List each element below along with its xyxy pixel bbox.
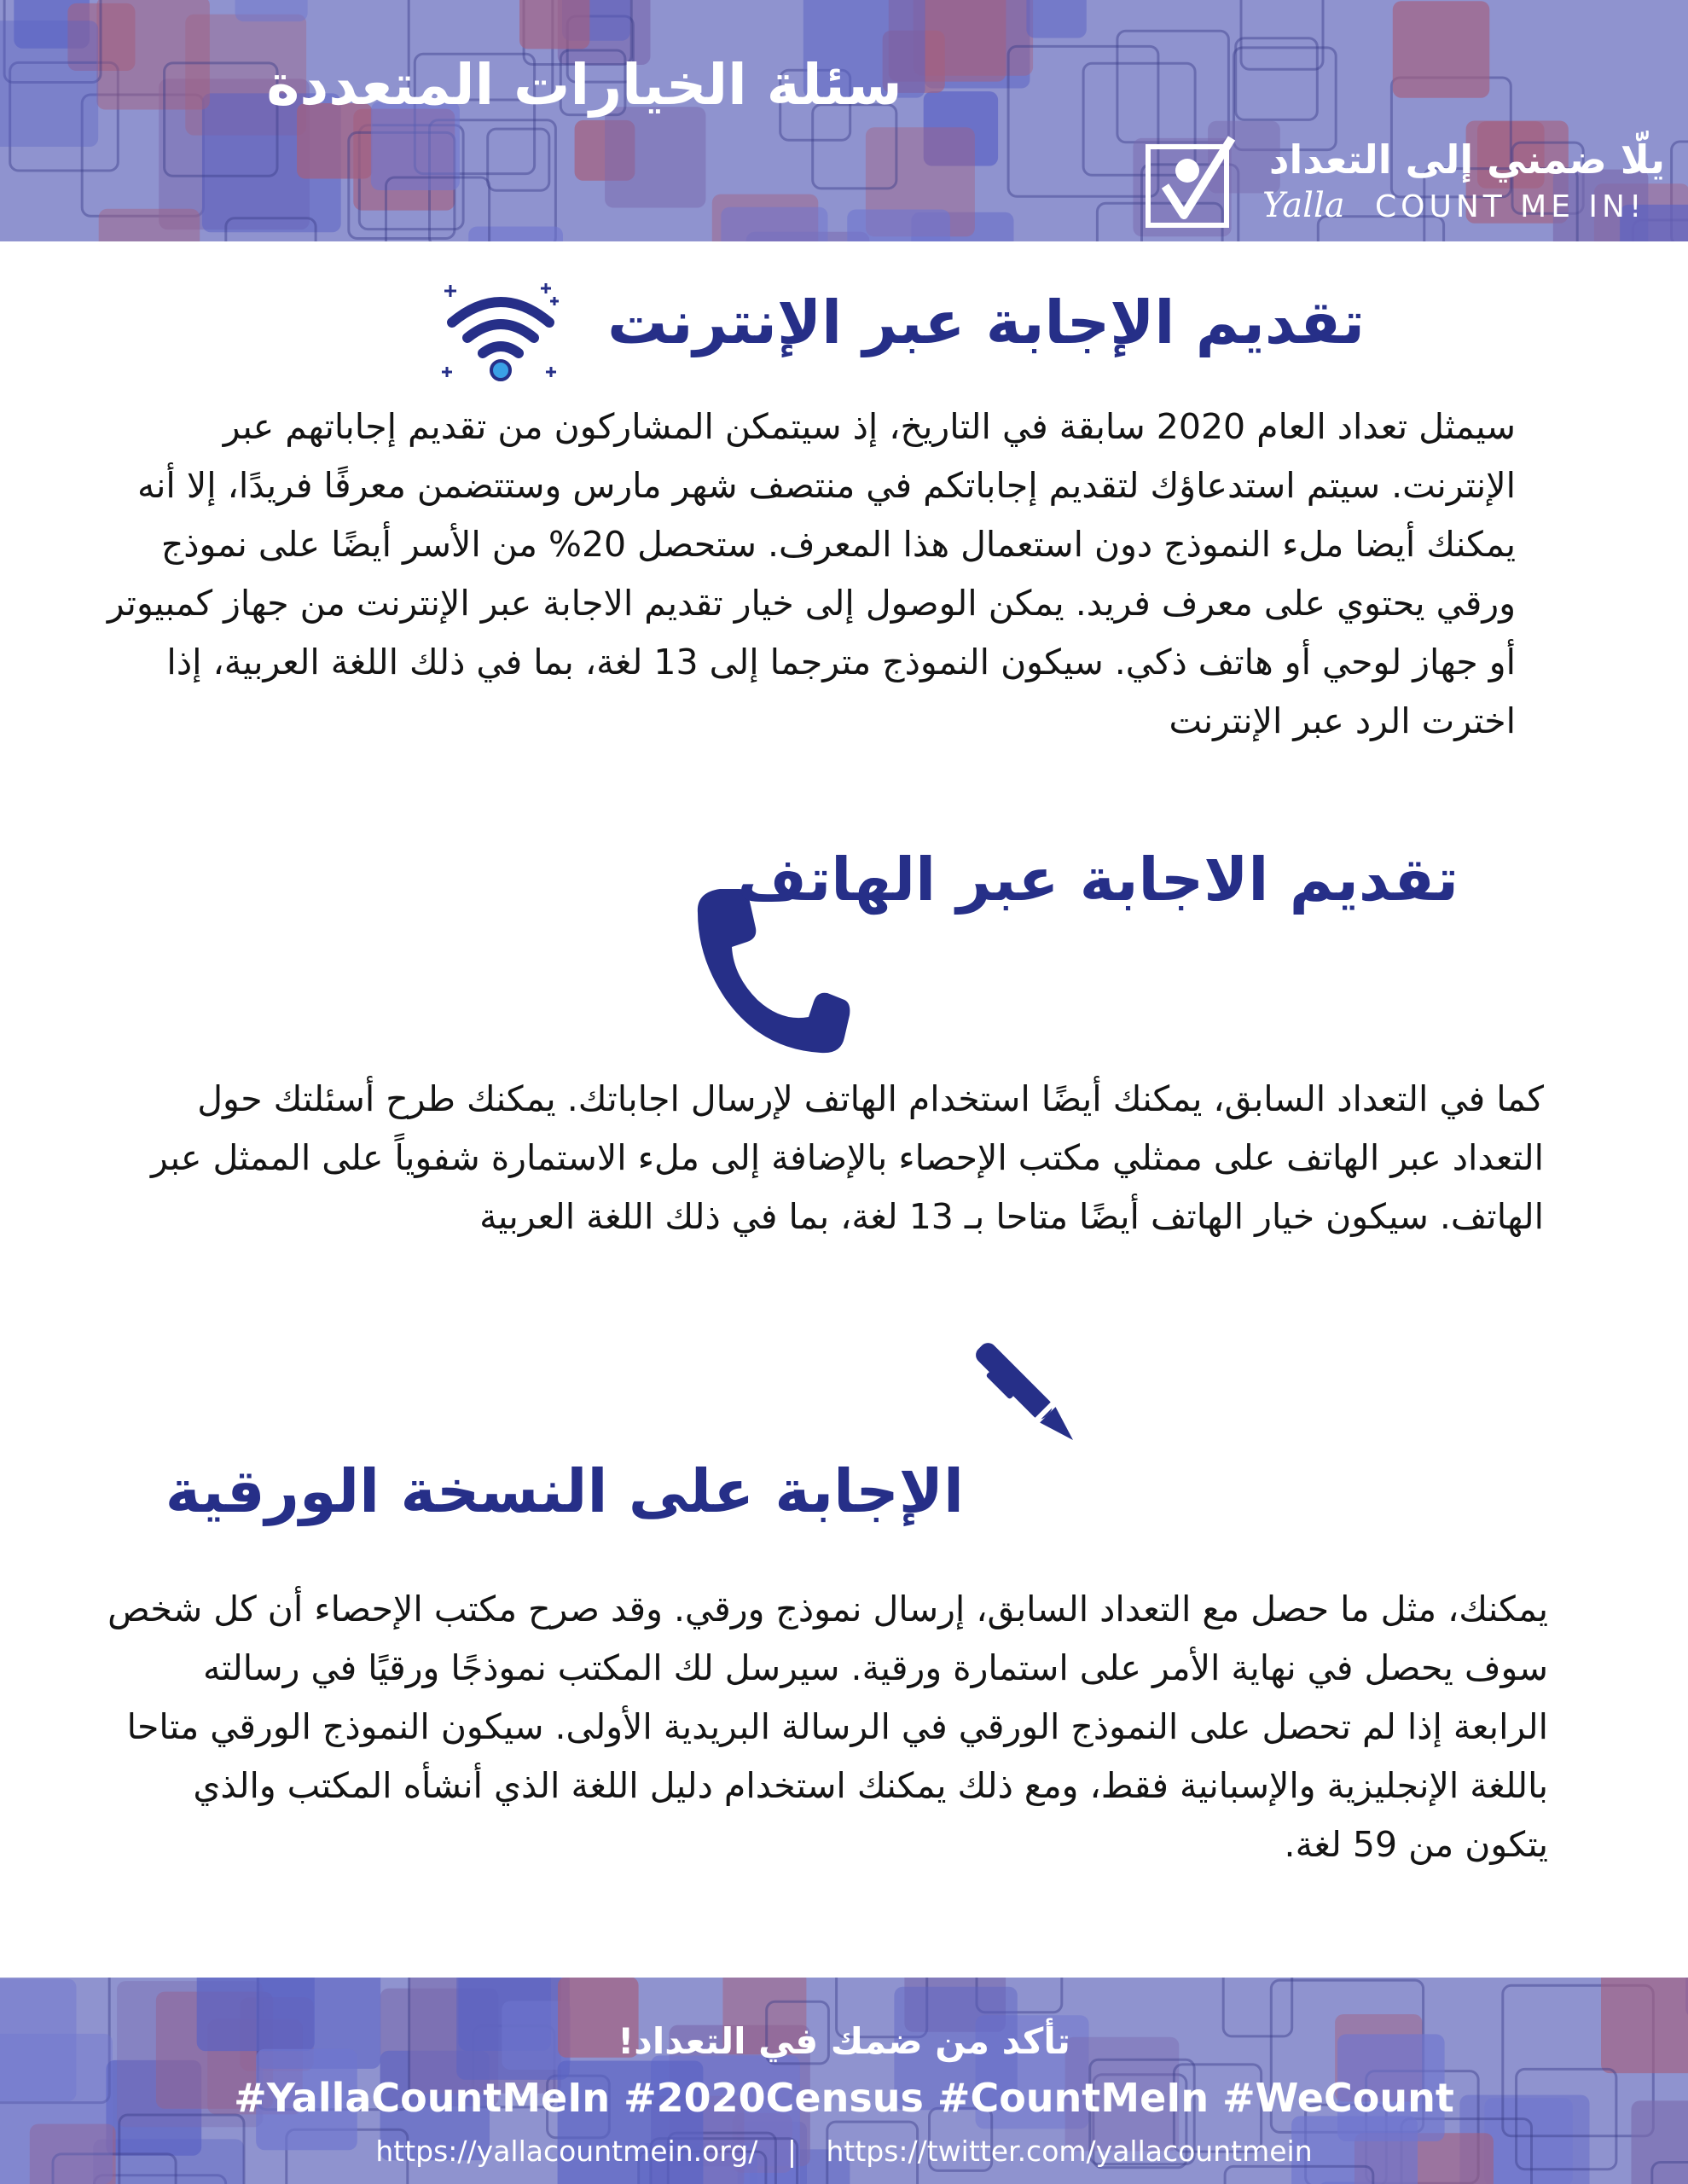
section-heading-online: تقديم الإجابة عبر الإنترنت <box>607 288 1365 357</box>
decorative-square <box>605 107 705 207</box>
footer-links <box>0 2131 1688 2172</box>
section-body-online: سيمثل تعداد العام 2020 سابقة في التاريخ، إذ سيتمكن المشاركون من تقديم إجاباتهم عبر الإنترنت. سيتم استدعاؤك لتقديم إجاباتكم في منتصف شهر مارس وستتضمن معرفًا فريدًا، إلا أنه يمكنك أيضا ملء النموذج دون استعمال هذا المعرف. ستحصل 20% من الأسر أيضًا على نموذج ورقي يحتوي على معرف فريد. يمكن الوصول إلى خيار تقديم الاجابة عبر الإنترنت من جهاز كمبيوتر أو جهاز لوحي أو هاتف ذكي. سيكون النموذج مترجما إلى 13 لغة، بما في ذلك اللغة العربية، إذا اخترت الرد عبر الإنترنت <box>107 406 1516 741</box>
pen-icon <box>964 1331 1092 1459</box>
decorative-square <box>468 227 563 242</box>
page-title: سئلة الخيارات المتعددة <box>266 52 902 118</box>
website-link[interactable]: https://yallacountmein.org/ <box>375 2135 758 2168</box>
section-body-phone: كما في التعداد السابق، يمكنك أيضًا استخدام الهاتف لإرسال اجاباتك. يمكنك طرح أسئلتك حول التعداد عبر الهاتف على ممثلي مكتب الإحصاء بالإضافة إلى ملء الاستمارة شفوياً على الممثل عبر الهاتف. سيكون خيار الهاتف أيضًا متاحا بـ 13 لغة، بما في ذلك اللغة العربية <box>151 1078 1544 1237</box>
logo-count-me-in-text: COUNT ME IN! <box>1375 189 1646 224</box>
section-body-paper: يمكنك، مثل ما حصل مع التعداد السابق، إرسال نموذج ورقي. وقد صرح مكتب الإحصاء أن كل شخص سوف يحصل في نهاية الأمر على استمارة ورقية. سيرسل لك المكتب نموذجًا ورقيًا في رسالته الرابعة إذا لم تحصل على النموذج الورقي في الرسالة البريدية الأولى. سيكون النموذج الورقي متاحا باللغة الإنجليزية والإسبانية فقط، ومع ذلك يمكنك استخدام دليل اللغة الذي أنشأه المكتب والذي يتكون من 59 لغة. <box>107 1589 1548 1865</box>
decorative-square <box>1236 38 1318 120</box>
decorative-square <box>0 20 98 147</box>
footer-hashtags: #YallaCountMeIn #2020Census #CountMeIn #WeCount <box>234 2075 1454 2121</box>
decorative-square <box>1393 1 1490 98</box>
twitter-link[interactable]: https://twitter.com/yallacountmein <box>826 2135 1313 2168</box>
logo-arabic-text: يلّا ضمني إلى التعداد <box>1268 136 1665 183</box>
wifi-icon <box>437 282 565 384</box>
header-banner <box>0 0 1688 241</box>
decorative-square <box>721 207 827 241</box>
decorative-square <box>1241 0 1323 69</box>
footer-banner <box>0 1978 1688 2184</box>
logo-yalla-text: Yalla <box>1262 186 1345 225</box>
footer-slogan: تأكد من ضمك في التعداد! <box>618 2020 1070 2062</box>
checkmark-logo-icon <box>1145 135 1238 229</box>
section-heading-paper: الإجابة على النسخة الورقية <box>165 1456 964 1526</box>
decorative-square <box>1026 0 1086 38</box>
decorative-square <box>519 0 589 49</box>
decorative-square <box>488 129 549 190</box>
decorative-square <box>99 209 200 241</box>
link-separator: | <box>786 2135 797 2168</box>
logo <box>1145 135 1673 239</box>
section-heading-phone: تقديم الاجابة عبر الهاتف <box>737 845 1459 915</box>
decorative-square <box>847 210 950 242</box>
decorative-square <box>235 0 308 21</box>
